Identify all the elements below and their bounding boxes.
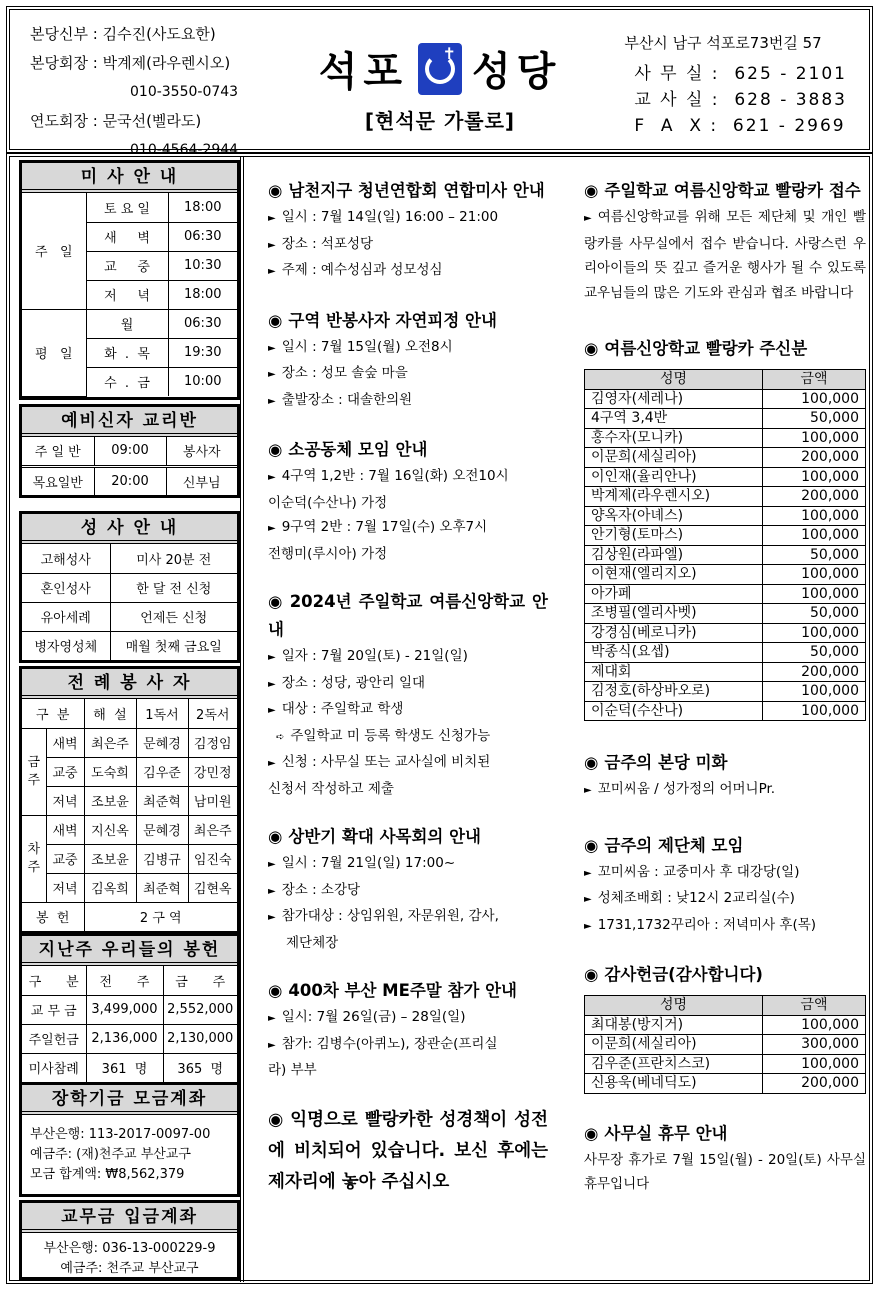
priest-label: 본당신부 [30, 25, 88, 43]
donor-name: 박계제(라우렌시오) [585, 487, 763, 507]
contact-info [624, 32, 847, 139]
commentator: 최은주 [84, 728, 136, 757]
arrow-icon: ► [268, 678, 276, 690]
thanks-offering-table [584, 995, 866, 1094]
donor-amount: 50,000 [763, 409, 866, 429]
notice-me-weekend [268, 977, 548, 1083]
donor-name: 박종식(요셉) [585, 643, 763, 663]
offering-type: 교 무 금 [22, 995, 86, 1024]
donor-amount: 100,000 [763, 526, 866, 546]
donor-amount: 100,000 [763, 584, 866, 604]
table-row [585, 682, 866, 702]
scholarship-holder: 예금주: (재)천주교 부산교구 [30, 1147, 191, 1162]
donor-name: 이문희(세실리아) [585, 1035, 763, 1055]
mass-slot: 저녁 [46, 786, 84, 815]
mass-schedule-box [19, 160, 240, 400]
notice-line: 일자 : 7월 20일(토) - 21일(일) [281, 648, 468, 664]
this-week-value: 365 명 [163, 1053, 237, 1082]
mass-day: 토 요 일 [86, 193, 168, 222]
arrow-icon: ► [268, 213, 276, 224]
arrow-icon: ► [268, 266, 276, 277]
last-week-value: 3,499,000 [86, 995, 163, 1024]
arrow-icon: ► [268, 369, 276, 380]
arrow-icon: ► [584, 785, 592, 796]
arrow-icon: ► [268, 472, 276, 483]
notice-summer-school [268, 588, 548, 801]
col-header: 성명 [585, 370, 763, 390]
reader1: 김병규 [136, 844, 188, 873]
dues-box [19, 1200, 240, 1280]
sacrament-name: 혼인성사 [22, 573, 110, 602]
donor-name: 조병필(엘리사벳) [585, 604, 763, 624]
class-name: 목요일반 [22, 466, 94, 495]
offering-value: 2 구 역 [84, 902, 237, 931]
notice-note: 주일학교 미 등록 학생도 신청가능 [290, 727, 491, 744]
arrow-icon: ► [584, 894, 592, 905]
mass-time: 18:00 [168, 193, 237, 222]
donor-name: 김영자(세레나) [585, 389, 763, 409]
col-header: 해 설 [84, 699, 136, 728]
donor-name: 양옥자(아녜스) [585, 506, 763, 526]
mass-day: 새 벽 [86, 222, 168, 251]
mass-slot: 교중 [46, 844, 84, 873]
sacrament-note: 언제든 신청 [110, 602, 237, 631]
col-header: 금 주 [163, 966, 237, 995]
address: 부산시 남구 석포로73번길 57 [624, 34, 822, 52]
arrow-icon: ► [584, 867, 592, 879]
sacraments-box [19, 511, 240, 663]
reader1: 문혜경 [136, 728, 188, 757]
table-row [585, 545, 866, 565]
section-bullet-icon: ◉ [584, 753, 599, 772]
class-teacher: 신부님 [166, 466, 237, 495]
donor-name: 홍수자(모니카) [585, 428, 763, 448]
notice-line: 신청 : 사무실 또는 교사실에 비치된 [281, 754, 491, 770]
donor-amount: 200,000 [763, 1074, 866, 1094]
table-row [585, 487, 866, 507]
table-row [585, 643, 866, 663]
notice-line: 9구역 2반 : 7월 17일(수) 오후7시 [281, 519, 488, 535]
section-bullet-icon: ◉ [584, 1123, 599, 1143]
reader2: 임진숙 [188, 844, 237, 873]
table-row [585, 623, 866, 643]
mass-schedule-title: 미 사 안 내 [22, 163, 237, 193]
donor-name: 최대봉(방지거) [585, 1015, 763, 1035]
reader1: 문혜경 [136, 815, 188, 844]
col-header: 전 주 [86, 966, 163, 995]
class-name: 주 일 반 [22, 437, 94, 466]
reader2: 김현옥 [188, 873, 237, 902]
arrow-icon: ► [268, 859, 276, 870]
scholarship-box [19, 1082, 240, 1197]
donor-name: 이인재(율리안나) [585, 467, 763, 487]
dues-title: 교무금 입금계좌 [22, 1203, 237, 1233]
table-row [585, 409, 866, 429]
academic-name: 문국선(벨라도) [102, 112, 202, 130]
arrow-icon: ► [268, 758, 276, 769]
liturgy-ministers-box [19, 666, 240, 934]
notice-line: 장소 : 석포성당 [281, 235, 374, 252]
donor-name: 강경심(베로니카) [585, 623, 763, 643]
middle-column [268, 177, 548, 1220]
section-bullet-icon: ◉ [268, 827, 283, 846]
notice-line-cont: 제단체장 [286, 934, 339, 951]
donor-amount: 50,000 [763, 545, 866, 565]
notice-title: 감사헌금(감사합니다) [604, 965, 763, 984]
notice-line: 성체조배회 : 낮12시 2교리실(수) [597, 890, 795, 906]
notice-flowers [584, 749, 866, 804]
sacrament-name: 병자영성체 [22, 631, 110, 660]
arrow-icon: ► [268, 912, 276, 923]
church-logo-icon: ✝ [418, 43, 462, 95]
donor-amount: 100,000 [763, 389, 866, 409]
sacrament-name: 유아세례 [22, 602, 110, 631]
col-header: 금액 [763, 996, 866, 1016]
notice-line: 4구역 1,2반 : 7월 16일(화) 오전10시 [281, 468, 509, 484]
notice-office-closed [584, 1120, 866, 1197]
reader1: 최준혁 [136, 786, 188, 815]
notice-line: 장소 : 성당, 광안리 일대 [281, 674, 426, 691]
dues-holder: 예금주: 천주교 부산교구 [60, 1261, 199, 1276]
mass-time: 10:00 [168, 367, 237, 396]
bulletin-body [6, 153, 873, 1284]
notice-line: 출발장소 : 대솔한의원 [281, 391, 413, 408]
notice-line: 일시: 7월 26일(금) – 28일(일) [281, 1009, 466, 1025]
arrow-icon: ► [268, 1039, 276, 1051]
hollow-arrow-icon: ➪ [276, 731, 285, 743]
donor-amount: 100,000 [763, 1015, 866, 1035]
fax-number: F A X : 621 - 2969 [634, 116, 846, 136]
table-row [585, 448, 866, 468]
commentator: 김옥희 [84, 873, 136, 902]
priest-name: 김수진(사도요한) [102, 25, 216, 43]
reader2: 남미원 [188, 786, 237, 815]
mass-time: 06:30 [168, 309, 237, 338]
title-part1: 석포 [318, 49, 408, 95]
donor-amount: 100,000 [763, 506, 866, 526]
arrow-icon: ► [268, 239, 276, 251]
dues-info [22, 1233, 237, 1285]
donor-name: 김우준(프란치스코) [585, 1054, 763, 1074]
academic-label: 연도회장 [30, 112, 88, 130]
donor-name: 이순덕(수산나) [585, 701, 763, 721]
table-row [585, 1074, 866, 1094]
separator: : [92, 25, 98, 43]
notice-line: 1731,1732꾸리아 : 저녁미사 후(목) [597, 916, 817, 933]
donor-name: 제대회 [585, 662, 763, 682]
offering-type: 주일헌금 [22, 1024, 86, 1053]
donor-amount: 200,000 [763, 487, 866, 507]
section-bullet-icon: ◉ [268, 310, 283, 330]
donor-amount: 100,000 [763, 565, 866, 585]
section-bullet-icon: ◉ [268, 592, 284, 611]
patron-subtitle: [현석문 가롤로] [364, 109, 516, 133]
mass-slot: 새벽 [46, 728, 84, 757]
scholarship-bank-account: 부산은행: 113-2017-0097-00 [30, 1127, 211, 1142]
col-header: 2독서 [188, 699, 237, 728]
donor-amount: 100,000 [763, 701, 866, 721]
arrow-icon: ► [584, 213, 592, 224]
teachers-phone: 교 사 실 : 628 - 3883 [634, 90, 847, 110]
class-time: 09:00 [94, 437, 166, 466]
last-week-value: 2,136,000 [86, 1024, 163, 1053]
president-phone: 010-3550-0743 [130, 84, 239, 100]
donor-name: 이현재(엘리지오) [585, 565, 763, 585]
section-bullet-icon: ◉ [584, 339, 599, 358]
donor-name: 김정호(하상바오로) [585, 682, 763, 702]
this-week-value: 2,552,000 [163, 995, 237, 1024]
notice-title: 금주의 제단체 모임 [604, 835, 744, 855]
notice-title: 금주의 본당 미화 [604, 753, 728, 772]
president-label: 본당회장 [30, 54, 88, 72]
title-part2: 성당 [472, 49, 562, 95]
notice-line: 꼬미씨움 / 성가정의 어머니Pr. [597, 781, 776, 797]
sacraments-table [22, 544, 237, 660]
sacraments-title: 성 사 안 내 [22, 514, 237, 544]
scholarship-info [22, 1115, 237, 1195]
offerings-box [19, 933, 240, 1085]
right-column [584, 177, 866, 1219]
class-time: 20:00 [94, 466, 166, 495]
mass-slot: 새벽 [46, 815, 84, 844]
last-week-value: 361 명 [86, 1053, 163, 1082]
academic-phone: 010-4564-2944 [130, 142, 239, 158]
table-row [585, 428, 866, 448]
president-name: 박계제(라우렌시오) [102, 54, 231, 72]
table-row [585, 506, 866, 526]
table-row [585, 662, 866, 682]
sidebar [16, 157, 244, 1282]
table-row [585, 604, 866, 624]
notice-title: 남천지구 청년연합회 연합미사 안내 [288, 181, 545, 200]
liturgy-ministers-table [22, 699, 237, 931]
offering-type: 미사참례 [22, 1053, 86, 1082]
notice-title: 상반기 확대 사목회의 안내 [288, 827, 481, 846]
notice-palanca [584, 177, 866, 305]
donor-amount: 100,000 [763, 623, 866, 643]
mass-time: 19:30 [168, 338, 237, 367]
this-week-value: 2,130,000 [163, 1024, 237, 1053]
notice-title: 2024년 주일학교 여름신앙학교 안내 [268, 592, 548, 639]
mass-day: 교 중 [86, 251, 168, 280]
scholarship-total: 모금 합계액: ₩8,562,379 [30, 1167, 185, 1182]
mass-time: 06:30 [168, 222, 237, 251]
donor-name: 아가페 [585, 584, 763, 604]
reader1: 최준혁 [136, 873, 188, 902]
donor-amount: 100,000 [763, 1054, 866, 1074]
palanca-text: 여름신앙학교를 위해 모든 제단체 및 개인 빨랑카를 사무실에서 접수 받습니다. 사랑스런 우리아이들의 뜻 깊고 즐거운 행사가 될 수 있도록 교우님들의 많은 기도와 관심과 협조 바랍니다 [584, 209, 866, 301]
notice-pastoral-council [268, 823, 548, 955]
donor-name: 김상원(라파엘) [585, 545, 763, 565]
arrow-icon: ► [268, 342, 276, 354]
sacrament-note: 한 달 전 신청 [110, 573, 237, 602]
arrow-icon: ► [268, 523, 276, 534]
office-phone: 사 무 실 : 625 - 2101 [634, 64, 847, 84]
commentator: 조보윤 [84, 786, 136, 815]
notice-line: 참가대상 : 상임위원, 자문위원, 감사, [281, 908, 499, 924]
mass-time: 18:00 [168, 280, 237, 309]
table-row [585, 701, 866, 721]
palanca-donors-table [584, 369, 866, 721]
notice-title: 400차 부산 ME주말 참가 안내 [288, 981, 517, 1000]
notice-retreat [268, 307, 548, 415]
section-bullet-icon: ◉ [584, 835, 599, 855]
donor-name: 안기형(토마스) [585, 526, 763, 546]
donor-amount: 50,000 [763, 643, 866, 663]
commentator: 도숙희 [84, 757, 136, 786]
weekday-label: 평 일 [22, 309, 86, 396]
table-row [585, 389, 866, 409]
notice-line: 장소 : 소강당 [281, 881, 361, 898]
dues-bank-account: 부산은행: 036-13-000229-9 [43, 1241, 216, 1256]
col-header: 구 분 [22, 699, 84, 728]
notice-title: 구역 반봉사자 자연피정 안내 [288, 310, 497, 330]
mass-schedule-table [22, 193, 237, 397]
donor-name: 이문희(세실리아) [585, 448, 763, 468]
catechumen-box [19, 404, 240, 498]
separator: : [92, 112, 98, 130]
table-row [585, 584, 866, 604]
table-row [585, 1015, 866, 1035]
reader2: 김정임 [188, 728, 237, 757]
notice-line-cont: 신청서 작성하고 제출 [268, 780, 394, 797]
offerings-title: 지난주 우리들의 봉헌 [22, 936, 237, 966]
staff-info [30, 20, 238, 165]
donor-name: 신용욱(베네딕도) [585, 1074, 763, 1094]
col-header: 성명 [585, 996, 763, 1016]
notice-line-cont: 이순덕(수산나) 가정 [268, 494, 388, 511]
separator: : [92, 54, 98, 72]
section-bullet-icon: ◉ [268, 181, 283, 200]
mass-day: 저 녁 [86, 280, 168, 309]
donor-amount: 300,000 [763, 1035, 866, 1055]
donor-amount: 200,000 [763, 448, 866, 468]
table-row [585, 467, 866, 487]
notice-line-cont: 전행미(루시아) 가정 [268, 545, 388, 562]
mass-slot: 교중 [46, 757, 84, 786]
sacrament-name: 고해성사 [22, 544, 110, 573]
section-bullet-icon: ◉ [268, 981, 283, 1000]
sacrament-note: 미사 20분 전 [110, 544, 237, 573]
sacrament-note: 매월 첫째 금요일 [110, 631, 237, 660]
bulletin-header [6, 6, 873, 158]
table-row [585, 1035, 866, 1055]
notice-group-meetings [584, 832, 866, 940]
offerings-table [22, 966, 237, 1082]
donor-amount: 100,000 [763, 428, 866, 448]
mass-day: 수 . 금 [86, 367, 168, 396]
arrow-icon: ► [268, 652, 276, 663]
commentator: 지신옥 [84, 815, 136, 844]
donor-name: 4구역 3,4반 [585, 409, 763, 429]
this-week-label: 금주 [22, 728, 46, 815]
notice-line: 주제 : 예수성심과 성모성심 [281, 262, 443, 278]
section-bullet-icon: ◉ [268, 440, 283, 459]
notice-small-community [268, 436, 548, 566]
notice-line: 일시 : 7월 14일(일) 16:00 – 21:00 [281, 209, 499, 225]
arrow-icon: ► [584, 920, 592, 932]
mass-day: 화 . 목 [86, 338, 168, 367]
table-row [585, 565, 866, 585]
sunday-label: 주 일 [22, 193, 86, 309]
arrow-icon: ► [268, 705, 276, 716]
reader2: 강민정 [188, 757, 237, 786]
arrow-icon: ► [268, 395, 276, 407]
notice-line-cont: 라) 부부 [268, 1062, 317, 1078]
donor-amount: 100,000 [763, 467, 866, 487]
notice-line: 꼬미씨움 : 교중미사 후 대강당(일) [597, 863, 800, 880]
section-bullet-icon: ◉ [584, 181, 599, 200]
notice-line: 장소 : 성모 솔숲 마을 [281, 365, 408, 381]
class-teacher: 봉사자 [166, 437, 237, 466]
office-closed-text: 사무장 휴가로 7월 15일(월) - 20일(토) 사무실 휴무입니다 [584, 1151, 866, 1192]
offering-label: 봉 헌 [22, 902, 84, 931]
next-week-label: 차주 [22, 815, 46, 902]
notice-title: 소공동체 모임 안내 [288, 440, 428, 459]
table-row [585, 526, 866, 546]
commentator: 조보윤 [84, 844, 136, 873]
arrow-icon: ► [268, 1013, 276, 1024]
notice-bible-donation [268, 1105, 548, 1198]
section-bullet-icon: ◉ [584, 965, 599, 984]
mass-slot: 저녁 [46, 873, 84, 902]
notice-title: 사무실 휴무 안내 [604, 1123, 728, 1143]
church-title [300, 40, 580, 134]
notice-title: 주일학교 여름신앙학교 빨랑카 접수 [604, 181, 861, 200]
table-row [585, 1054, 866, 1074]
reader1: 김우준 [136, 757, 188, 786]
liturgy-ministers-title: 전 례 봉 사 자 [22, 669, 237, 699]
notice-line: 대상 : 주일학교 학생 [281, 701, 404, 717]
col-header: 구 분 [22, 966, 86, 995]
col-header: 1독서 [136, 699, 188, 728]
col-header: 금액 [763, 370, 866, 390]
palanca-donors [584, 335, 866, 721]
donor-amount: 50,000 [763, 604, 866, 624]
notice-title: 익명으로 빨랑카한 성경책이 성전에 비치되어 있습니다. 보신 후에는 제자리에 놓아 주십시오 [268, 1109, 548, 1192]
section-bullet-icon: ◉ [268, 1109, 285, 1130]
thanks-offering [584, 961, 866, 1094]
catechumen-table [22, 437, 237, 495]
donor-amount: 100,000 [763, 682, 866, 702]
scholarship-title: 장학기금 모금계좌 [22, 1085, 237, 1115]
notice-youth-mass [268, 177, 548, 285]
notice-title: 여름신앙학교 빨랑카 주신분 [604, 339, 808, 358]
notice-line: 일시 : 7월 15일(월) 오전8시 [281, 338, 453, 355]
notice-line: 참가: 김병수(아퀴노), 장관순(프리실 [281, 1035, 498, 1052]
arrow-icon: ► [268, 885, 276, 897]
mass-day: 월 [86, 309, 168, 338]
donor-amount: 200,000 [763, 662, 866, 682]
notice-line: 일시 : 7월 21일(일) 17:00~ [281, 855, 456, 871]
reader2: 최은주 [188, 815, 237, 844]
catechumen-title: 예비신자 교리반 [22, 407, 237, 437]
mass-time: 10:30 [168, 251, 237, 280]
